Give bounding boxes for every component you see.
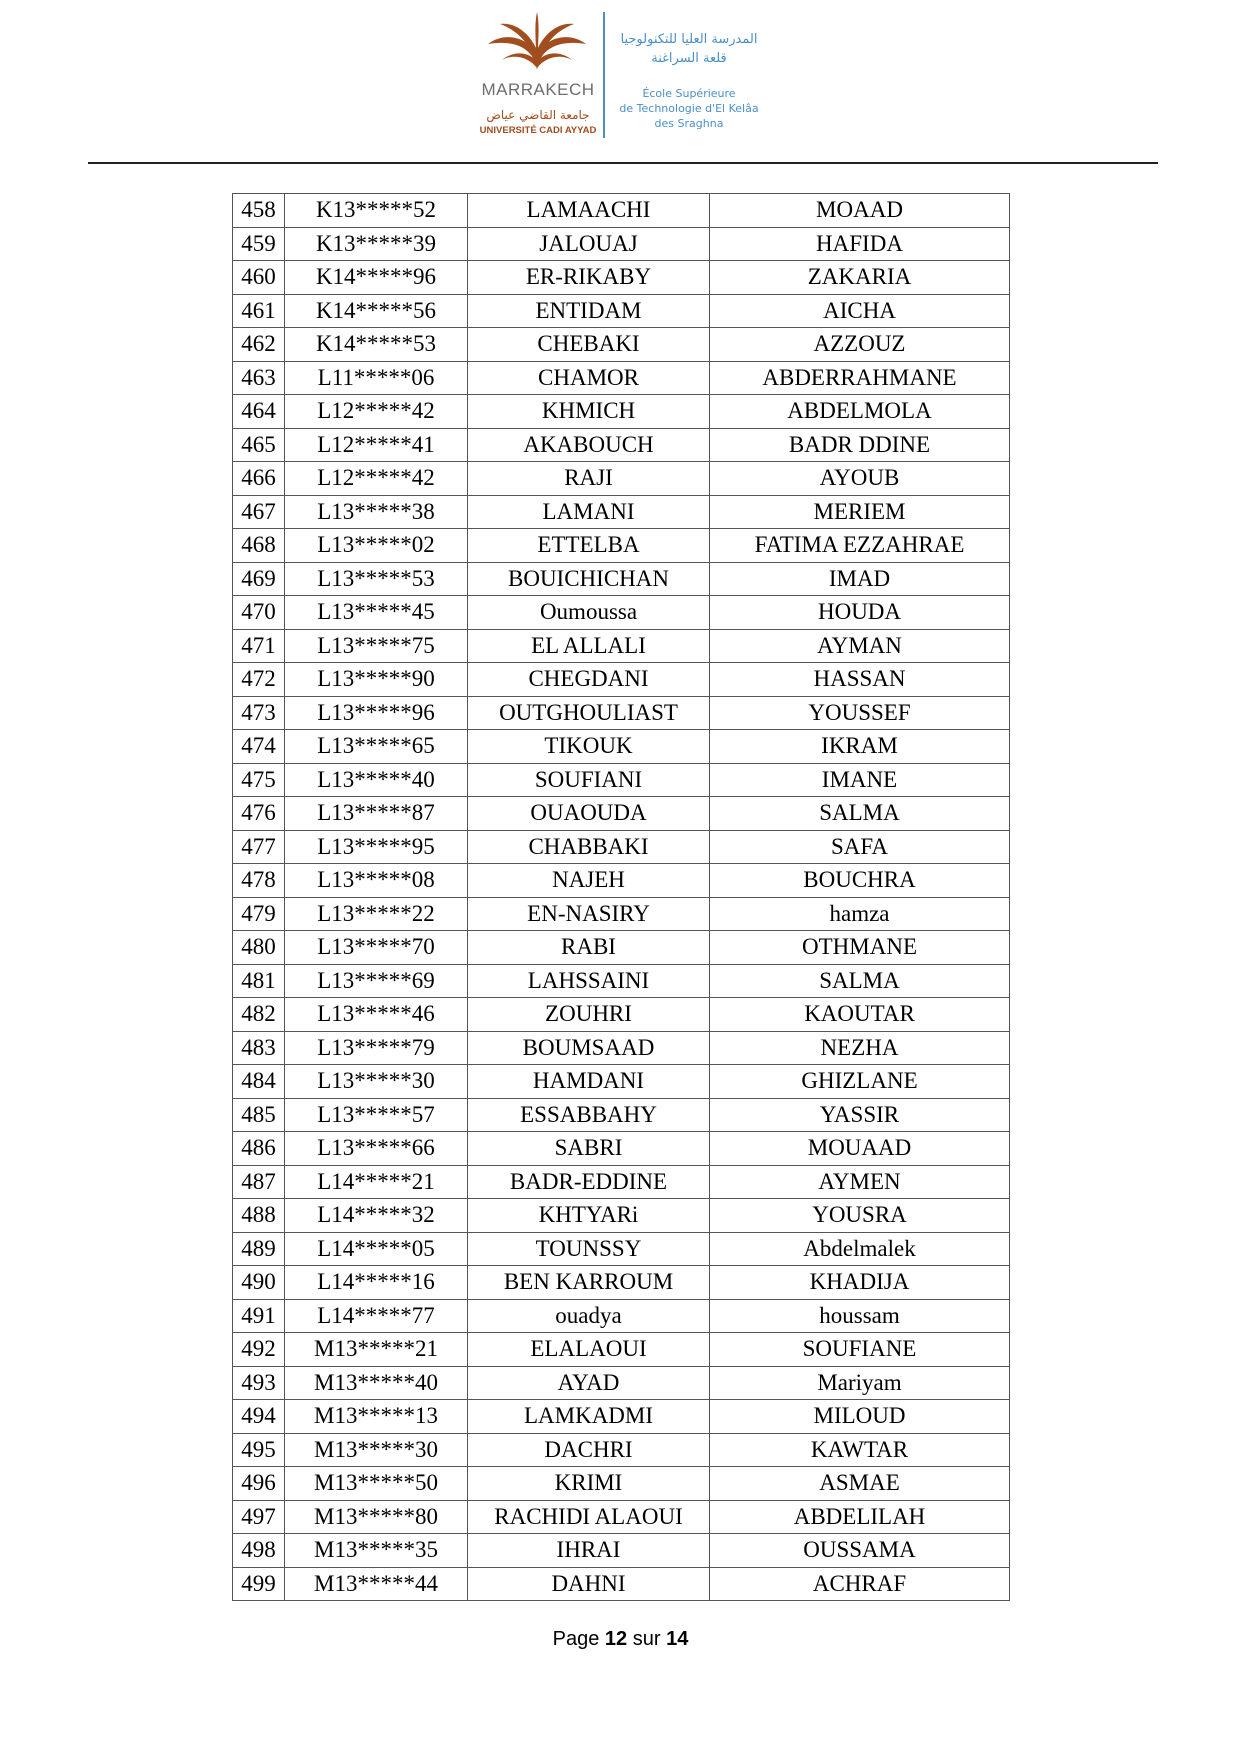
student-code-cell: M13*****40 [285, 1366, 468, 1400]
last-name-cell: JALOUAJ [468, 227, 710, 261]
first-name-cell: GHIZLANE [710, 1065, 1010, 1099]
first-name-cell: ZAKARIA [710, 261, 1010, 295]
student-code-cell: L13*****65 [285, 730, 468, 764]
table-row [233, 964, 1010, 998]
row-number-cell: 479 [233, 897, 285, 931]
last-name-cell: LAHSSAINI [468, 964, 710, 998]
first-name-cell: SAFA [710, 830, 1010, 864]
student-code-cell: L13*****08 [285, 864, 468, 898]
student-code-cell: M13*****30 [285, 1433, 468, 1467]
student-code-cell: L13*****79 [285, 1031, 468, 1065]
student-code-cell: L13*****30 [285, 1065, 468, 1099]
table-row [233, 730, 1010, 764]
last-name-cell: ER-RIKABY [468, 261, 710, 295]
student-code-cell: M13*****80 [285, 1500, 468, 1534]
table-row [233, 1534, 1010, 1568]
first-name-cell: IMAD [710, 562, 1010, 596]
last-name-cell: SABRI [468, 1132, 710, 1166]
page-footer [0, 1628, 1241, 1651]
first-name-cell: Mariyam [710, 1366, 1010, 1400]
table-row [233, 998, 1010, 1032]
last-name-cell: RABI [468, 931, 710, 965]
school-name-ar-line1: المدرسة العليا للتكنولوجيا [620, 32, 758, 47]
row-number-cell: 465 [233, 428, 285, 462]
last-name-cell: KRIMI [468, 1467, 710, 1501]
last-name-cell: ELALAOUI [468, 1333, 710, 1367]
student-code-cell: K14*****96 [285, 261, 468, 295]
student-code-cell: L14*****21 [285, 1165, 468, 1199]
total-page-count: 14 [666, 1628, 689, 1650]
last-name-cell: ENTIDAM [468, 294, 710, 328]
table-row [233, 1567, 1010, 1601]
row-number-cell: 495 [233, 1433, 285, 1467]
first-name-cell: ACHRAF [710, 1567, 1010, 1601]
row-number-cell: 463 [233, 361, 285, 395]
of-word: sur [632, 1628, 661, 1650]
first-name-cell: MOUAAD [710, 1132, 1010, 1166]
first-name-cell: Abdelmalek [710, 1232, 1010, 1266]
table-row [233, 1132, 1010, 1166]
table-row [233, 1333, 1010, 1367]
table-row [233, 194, 1010, 228]
first-name-cell: NEZHA [710, 1031, 1010, 1065]
row-number-cell: 499 [233, 1567, 285, 1601]
first-name-cell: houssam [710, 1299, 1010, 1333]
student-code-cell: L14*****32 [285, 1199, 468, 1233]
first-name-cell: SALMA [710, 797, 1010, 831]
row-number-cell: 460 [233, 261, 285, 295]
row-number-cell: 497 [233, 1500, 285, 1534]
school-name-fr-line2: de Technologie d'El Kelâa [619, 102, 759, 115]
last-name-cell: LAMAACHI [468, 194, 710, 228]
first-name-cell: YOUSSEF [710, 696, 1010, 730]
last-name-cell: LAMANI [468, 495, 710, 529]
student-code-cell: L13*****57 [285, 1098, 468, 1132]
row-number-cell: 469 [233, 562, 285, 596]
first-name-cell: BADR DDINE [710, 428, 1010, 462]
student-code-cell: M13*****44 [285, 1567, 468, 1601]
student-code-cell: L14*****05 [285, 1232, 468, 1266]
student-code-cell: L13*****87 [285, 797, 468, 831]
last-name-cell: DACHRI [468, 1433, 710, 1467]
table-row [233, 763, 1010, 797]
row-number-cell: 488 [233, 1199, 285, 1233]
student-code-cell: M13*****21 [285, 1333, 468, 1367]
last-name-cell: ETTELBA [468, 529, 710, 563]
table-row [233, 428, 1010, 462]
last-name-cell: NAJEH [468, 864, 710, 898]
last-name-cell: CHABBAKI [468, 830, 710, 864]
student-code-cell: L13*****90 [285, 663, 468, 697]
table-row [233, 1165, 1010, 1199]
student-code-cell: L13*****75 [285, 629, 468, 663]
row-number-cell: 492 [233, 1333, 285, 1367]
table-row [233, 395, 1010, 429]
student-code-cell: L12*****41 [285, 428, 468, 462]
last-name-cell: BOUMSAAD [468, 1031, 710, 1065]
header-rule [88, 162, 1158, 164]
last-name-cell: CHAMOR [468, 361, 710, 395]
row-number-cell: 490 [233, 1266, 285, 1300]
page-word: Page [552, 1628, 600, 1650]
table-row [233, 328, 1010, 362]
student-code-cell: L12*****42 [285, 395, 468, 429]
last-name-cell: KHMICH [468, 395, 710, 429]
table-row [233, 261, 1010, 295]
row-number-cell: 486 [233, 1132, 285, 1166]
last-name-cell: OUAOUDA [468, 797, 710, 831]
first-name-cell: YOUSRA [710, 1199, 1010, 1233]
last-name-cell: EN-NASIRY [468, 897, 710, 931]
page-header [0, 0, 1241, 165]
student-list-body [233, 194, 1010, 1601]
last-name-cell: RAJI [468, 462, 710, 496]
row-number-cell: 494 [233, 1400, 285, 1434]
first-name-cell: SALMA [710, 964, 1010, 998]
last-name-cell: TIKOUK [468, 730, 710, 764]
student-code-cell: L13*****53 [285, 562, 468, 596]
row-number-cell: 493 [233, 1366, 285, 1400]
row-number-cell: 466 [233, 462, 285, 496]
table-row [233, 294, 1010, 328]
table-row [233, 1199, 1010, 1233]
row-number-cell: 481 [233, 964, 285, 998]
table-row [233, 1467, 1010, 1501]
last-name-cell: HAMDANI [468, 1065, 710, 1099]
row-number-cell: 468 [233, 529, 285, 563]
row-number-cell: 462 [233, 328, 285, 362]
table-row [233, 361, 1010, 395]
row-number-cell: 482 [233, 998, 285, 1032]
table-row [233, 897, 1010, 931]
school-name-fr-line1: École Supérieure [642, 87, 736, 100]
student-list-table [232, 193, 1010, 1601]
last-name-cell: ESSABBAHY [468, 1098, 710, 1132]
student-code-cell: L13*****02 [285, 529, 468, 563]
last-name-cell: SOUFIANI [468, 763, 710, 797]
last-name-cell: EL ALLALI [468, 629, 710, 663]
student-code-cell: K13*****52 [285, 194, 468, 228]
last-name-cell: TOUNSSY [468, 1232, 710, 1266]
row-number-cell: 467 [233, 495, 285, 529]
last-name-cell: AKABOUCH [468, 428, 710, 462]
student-code-cell: K14*****56 [285, 294, 468, 328]
student-code-cell: L13*****70 [285, 931, 468, 965]
first-name-cell: AICHA [710, 294, 1010, 328]
row-number-cell: 496 [233, 1467, 285, 1501]
row-number-cell: 461 [233, 294, 285, 328]
row-number-cell: 478 [233, 864, 285, 898]
table-row [233, 596, 1010, 630]
student-code-cell: L13*****66 [285, 1132, 468, 1166]
school-name-ar-line2: قلعة السراغنة [651, 51, 727, 66]
row-number-cell: 475 [233, 763, 285, 797]
first-name-cell: HAFIDA [710, 227, 1010, 261]
student-code-cell: L14*****77 [285, 1299, 468, 1333]
first-name-cell: BOUCHRA [710, 864, 1010, 898]
student-code-cell: L13*****38 [285, 495, 468, 529]
table-row [233, 1400, 1010, 1434]
first-name-cell: AYMAN [710, 629, 1010, 663]
row-number-cell: 474 [233, 730, 285, 764]
table-row [233, 1232, 1010, 1266]
student-code-cell: K13*****39 [285, 227, 468, 261]
first-name-cell: SOUFIANE [710, 1333, 1010, 1367]
university-name-ar: جامعة القاضي عياض [486, 108, 590, 122]
table-row [233, 1031, 1010, 1065]
last-name-cell: IHRAI [468, 1534, 710, 1568]
first-name-cell: FATIMA EZZAHRAE [710, 529, 1010, 563]
student-code-cell: L13*****69 [285, 964, 468, 998]
last-name-cell: OUTGHOULIAST [468, 696, 710, 730]
first-name-cell: HASSAN [710, 663, 1010, 697]
student-code-cell: L13*****96 [285, 696, 468, 730]
table-row [233, 495, 1010, 529]
row-number-cell: 483 [233, 1031, 285, 1065]
last-name-cell: BADR-EDDINE [468, 1165, 710, 1199]
row-number-cell: 471 [233, 629, 285, 663]
student-code-cell: K14*****53 [285, 328, 468, 362]
table-row [233, 227, 1010, 261]
student-code-cell: M13*****35 [285, 1534, 468, 1568]
current-page-number: 12 [604, 1628, 628, 1650]
table-row [233, 562, 1010, 596]
table-row [233, 1098, 1010, 1132]
row-number-cell: 472 [233, 663, 285, 697]
table-row [233, 864, 1010, 898]
table-row [233, 1500, 1010, 1534]
table-row [233, 462, 1010, 496]
table-row [233, 931, 1010, 965]
row-number-cell: 477 [233, 830, 285, 864]
student-code-cell: L13*****46 [285, 998, 468, 1032]
first-name-cell: IKRAM [710, 730, 1010, 764]
student-code-cell: L12*****42 [285, 462, 468, 496]
last-name-cell: KHTYARi [468, 1199, 710, 1233]
row-number-cell: 470 [233, 596, 285, 630]
first-name-cell: MOAAD [710, 194, 1010, 228]
student-code-cell: M13*****50 [285, 1467, 468, 1501]
student-code-cell: L13*****45 [285, 596, 468, 630]
row-number-cell: 464 [233, 395, 285, 429]
row-number-cell: 476 [233, 797, 285, 831]
student-code-cell: M13*****13 [285, 1400, 468, 1434]
student-code-cell: L13*****95 [285, 830, 468, 864]
logo-city-text: MARRAKECH [481, 80, 595, 99]
student-code-cell: L11*****06 [285, 361, 468, 395]
row-number-cell: 485 [233, 1098, 285, 1132]
student-code-cell: L13*****22 [285, 897, 468, 931]
student-code-cell: L14*****16 [285, 1266, 468, 1300]
table-row [233, 1299, 1010, 1333]
table-row [233, 797, 1010, 831]
table-row [233, 1366, 1010, 1400]
first-name-cell: KHADIJA [710, 1266, 1010, 1300]
first-name-cell: ASMAE [710, 1467, 1010, 1501]
first-name-cell: YASSIR [710, 1098, 1010, 1132]
first-name-cell: ABDELILAH [710, 1500, 1010, 1534]
last-name-cell: BOUICHICHAN [468, 562, 710, 596]
first-name-cell: OUSSAMA [710, 1534, 1010, 1568]
school-name-fr-line3: des Sraghna [654, 117, 724, 130]
last-name-cell: BEN KARROUM [468, 1266, 710, 1300]
first-name-cell: OTHMANE [710, 931, 1010, 965]
row-number-cell: 487 [233, 1165, 285, 1199]
table-row [233, 1266, 1010, 1300]
school-name-fr [606, 86, 772, 131]
first-name-cell: IMANE [710, 763, 1010, 797]
last-name-cell: LAMKADMI [468, 1400, 710, 1434]
table-row [233, 696, 1010, 730]
last-name-cell: AYAD [468, 1366, 710, 1400]
university-name-fr: UNIVERSITÉ CADI AYYAD [479, 125, 597, 136]
first-name-cell: MILOUD [710, 1400, 1010, 1434]
row-number-cell: 458 [233, 194, 285, 228]
logo-divider [603, 12, 605, 138]
first-name-cell: AYMEN [710, 1165, 1010, 1199]
last-name-cell: RACHIDI ALAOUI [468, 1500, 710, 1534]
row-number-cell: 489 [233, 1232, 285, 1266]
first-name-cell: ABDELMOLA [710, 395, 1010, 429]
table-row [233, 529, 1010, 563]
row-number-cell: 491 [233, 1299, 285, 1333]
first-name-cell: AZZOUZ [710, 328, 1010, 362]
first-name-cell: hamza [710, 897, 1010, 931]
row-number-cell: 480 [233, 931, 285, 965]
row-number-cell: 473 [233, 696, 285, 730]
first-name-cell: AYOUB [710, 462, 1010, 496]
row-number-cell: 498 [233, 1534, 285, 1568]
first-name-cell: KAWTAR [710, 1433, 1010, 1467]
last-name-cell: ZOUHRI [468, 998, 710, 1032]
table-row [233, 663, 1010, 697]
first-name-cell: ABDERRAHMANE [710, 361, 1010, 395]
table-row [233, 1065, 1010, 1099]
table-row [233, 629, 1010, 663]
palm-logo-icon [482, 10, 592, 72]
first-name-cell: MERIEM [710, 495, 1010, 529]
row-number-cell: 459 [233, 227, 285, 261]
last-name-cell: CHEBAKI [468, 328, 710, 362]
row-number-cell: 484 [233, 1065, 285, 1099]
first-name-cell: HOUDA [710, 596, 1010, 630]
table-row [233, 1433, 1010, 1467]
last-name-cell: ouadya [468, 1299, 710, 1333]
last-name-cell: DAHNI [468, 1567, 710, 1601]
first-name-cell: KAOUTAR [710, 998, 1010, 1032]
student-code-cell: L13*****40 [285, 763, 468, 797]
table-row [233, 830, 1010, 864]
last-name-cell: CHEGDANI [468, 663, 710, 697]
last-name-cell: Oumoussa [468, 596, 710, 630]
